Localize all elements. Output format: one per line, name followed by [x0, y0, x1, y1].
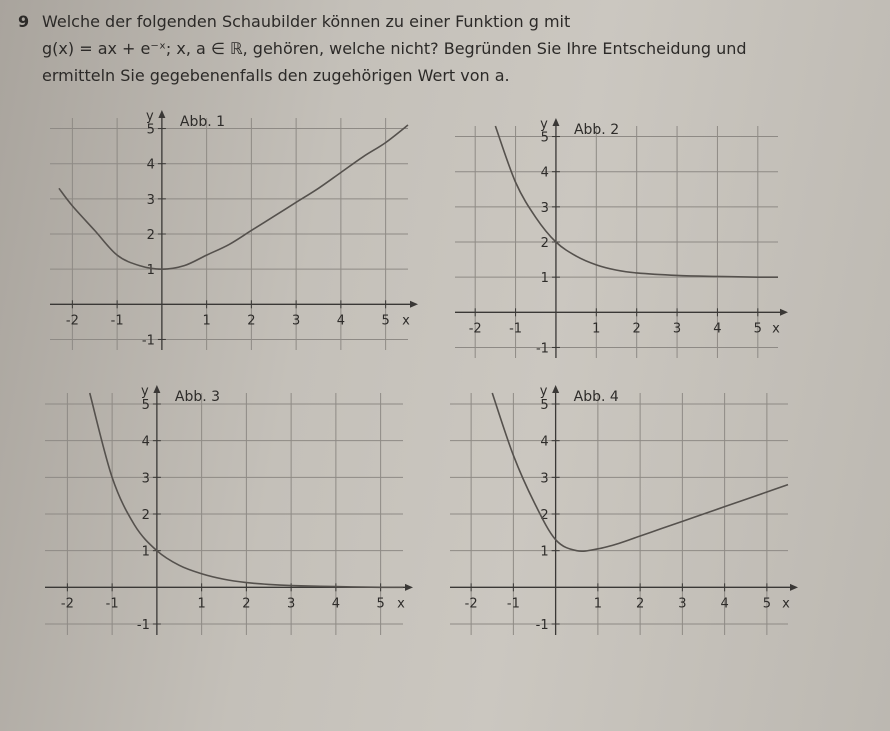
x-axis-label: x: [782, 596, 790, 612]
x-tick-label: 1: [202, 313, 211, 329]
x-axis-arrow: [780, 309, 788, 316]
x-tick-label: 1: [592, 321, 601, 337]
y-axis-label: y: [539, 384, 548, 399]
task-line-2: g(x) = ax + e⁻ˣ; x, a ∈ ℝ, gehören, welche nicht? Begründen Sie Ihre Entscheidung und: [42, 39, 747, 58]
grid: [455, 126, 778, 358]
chart-title: Abb. 2: [573, 122, 620, 138]
x-tick-label: -1: [506, 596, 520, 612]
y-tick-label: 5: [146, 122, 155, 138]
x-axis-label: x: [402, 313, 410, 329]
x-tick-label: 2: [635, 596, 645, 612]
chart-abb-4: [440, 385, 800, 645]
task-line-3: ermitteln Sie gegebenenfalls den zugehörigen Wert von a.: [42, 66, 510, 85]
y-tick-label: 2: [540, 508, 549, 523]
chart-title: Abb. 3: [174, 389, 221, 405]
x-axis-label: x: [772, 321, 780, 337]
x-axis-arrow: [405, 584, 413, 591]
chart-abb-2: [445, 118, 790, 368]
x-axis-label: x: [397, 596, 405, 612]
y-tick-label: 1: [146, 263, 155, 279]
y-tick-label: 1: [540, 271, 549, 287]
y-tick-label: -1: [136, 618, 150, 633]
y-tick-label: 2: [141, 508, 150, 523]
x-tick-label: -1: [105, 596, 119, 612]
y-tick-label: 4: [540, 165, 549, 181]
y-axis-label: y: [146, 109, 154, 124]
x-axis-arrow: [410, 301, 418, 308]
x-tick-label: -2: [65, 313, 79, 329]
x-tick-label: -2: [60, 596, 74, 612]
y-axis-arrow: [158, 110, 165, 118]
y-tick-label: 4: [146, 157, 155, 173]
y-tick-label: -1: [535, 618, 549, 633]
y-tick-label: 5: [141, 398, 150, 413]
task-number: 9: [18, 12, 30, 31]
y-axis-arrow: [552, 385, 559, 393]
grid: [50, 118, 408, 350]
y-tick-label: 4: [141, 434, 150, 450]
chart-title: Abb. 1: [179, 114, 226, 130]
chart-title: Abb. 4: [573, 389, 619, 405]
x-tick-label: 1: [197, 596, 206, 612]
x-tick-label: 5: [376, 596, 385, 612]
y-tick-label: 1: [540, 544, 549, 560]
y-tick-label: 3: [540, 471, 549, 487]
x-tick-label: 4: [713, 321, 722, 337]
y-tick-label: 3: [146, 192, 155, 208]
x-tick-label: 4: [336, 313, 346, 329]
x-tick-label: 5: [753, 321, 762, 337]
x-tick-label: 4: [331, 596, 341, 612]
chart-abb-1: [40, 110, 420, 360]
y-tick-label: 5: [540, 130, 549, 146]
x-tick-label: -1: [110, 313, 124, 329]
y-tick-label: 2: [540, 236, 549, 251]
x-axis-arrow: [790, 584, 798, 591]
y-tick-label: 3: [540, 200, 549, 216]
task-line-1: Welche der folgenden Schaubilder können zu einer Funktion g mit: [42, 12, 571, 31]
x-tick-label: 3: [672, 321, 682, 337]
y-tick-label: 3: [141, 471, 150, 487]
x-tick-label: 2: [242, 596, 251, 612]
y-tick-label: -1: [535, 341, 549, 357]
y-axis-label: y: [540, 117, 548, 132]
y-tick-label: 2: [146, 228, 155, 243]
x-tick-label: 3: [291, 313, 301, 329]
x-tick-label: 3: [678, 596, 687, 612]
x-tick-label: 4: [720, 596, 729, 612]
y-tick-label: 1: [141, 544, 150, 560]
x-tick-label: 1: [593, 596, 603, 612]
x-tick-label: -1: [509, 321, 523, 337]
x-tick-label: -2: [468, 321, 482, 337]
grid: [450, 393, 788, 635]
y-axis-arrow: [153, 385, 160, 393]
x-tick-label: 2: [632, 321, 641, 337]
y-tick-label: 5: [540, 398, 549, 413]
chart-abb-3: [35, 385, 415, 645]
y-axis-arrow: [552, 118, 559, 126]
x-tick-label: 5: [762, 596, 772, 612]
x-tick-label: 3: [286, 596, 296, 612]
x-tick-label: -2: [464, 596, 478, 612]
y-tick-label: 4: [540, 434, 549, 450]
x-tick-label: 5: [381, 313, 390, 329]
x-tick-label: 2: [247, 313, 256, 329]
y-axis-label: y: [141, 384, 149, 399]
y-tick-label: -1: [141, 333, 155, 349]
